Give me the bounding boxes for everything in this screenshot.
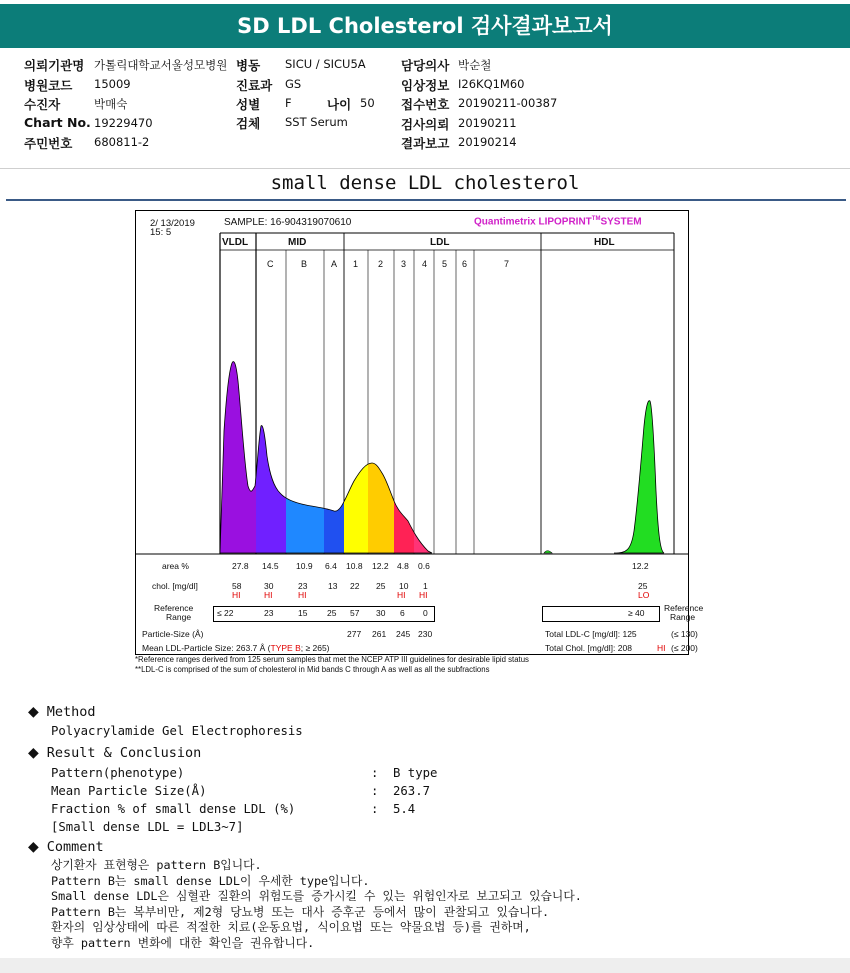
ref-value: 25 <box>327 608 337 618</box>
result-sep: : <box>371 784 379 798</box>
comment-line: 향후 pattern 변화에 대한 확인을 권유합니다. <box>51 935 315 950</box>
institution-value: 가톨릭대학교서울성모병원 <box>94 58 228 72</box>
method-text: Polyacrylamide Gel Electrophoresis <box>51 724 303 738</box>
brand-logo: Quantimetrix LIPOPRINT™SYSTEM <box>474 216 642 228</box>
particle-value: 277 <box>347 629 362 639</box>
reception-value: 20190211-00387 <box>458 96 558 110</box>
flag: HI <box>264 590 273 600</box>
hdl-peak <box>614 401 664 553</box>
ward-label: 병동 <box>236 58 261 73</box>
ref-value: 57 <box>350 608 360 618</box>
report-title: SD LDL Cholesterol 검사결과보고서 <box>0 4 850 48</box>
hdl-chol-value: 25 <box>638 581 648 591</box>
hdl-area-value: 12.2 <box>632 561 649 571</box>
fraction-table <box>136 555 704 655</box>
comment-heading: ◆ Comment <box>28 839 104 855</box>
id-value: 680811-2 <box>94 135 150 149</box>
particle-size-label: Particle-Size (Å) <box>142 629 204 639</box>
band-label: A <box>331 259 338 269</box>
diamond-icon: ◆ <box>28 745 39 761</box>
dept-value: GS <box>285 77 302 91</box>
ref-value: ≤ 22 <box>217 608 234 618</box>
total-chol-ref: (≤ 200) <box>671 643 698 653</box>
result-heading: ◆ Result & Conclusion <box>28 745 202 761</box>
group-ldl: LDL <box>430 237 450 248</box>
hospital-code-label: 병원코드 <box>24 78 73 93</box>
band-labels <box>136 259 688 271</box>
total-chol-flag: HI <box>657 643 666 653</box>
sample-id: SAMPLE: 16-904319070610 <box>224 217 352 228</box>
result-label: Pattern(phenotype) <box>51 766 185 780</box>
patient-info <box>0 48 850 168</box>
ref-value: 30 <box>376 608 386 618</box>
hdl-ref-value: ≥ 40 <box>628 608 645 618</box>
footnote-1: *Reference ranges derived from 125 serum samples that met the NCEP ATP III guidelines for desirable lipid status <box>135 655 529 664</box>
area-value: 14.5 <box>262 561 279 571</box>
group-vldl: VLDL <box>222 237 249 248</box>
report-time: 15: 5 <box>150 227 172 238</box>
area-value: 6.4 <box>325 561 337 571</box>
comment-text <box>51 858 846 951</box>
chol-value: 22 <box>350 581 360 591</box>
hdl-ref-label-2: Range <box>670 612 696 622</box>
report-date-label: 결과보고 <box>401 136 450 151</box>
chart-value: 19229470 <box>94 116 153 130</box>
patient-label: 수진자 <box>24 97 61 112</box>
request-label: 검사의뢰 <box>401 117 450 132</box>
comment-line: Pattern B는 small dense LDL이 우세한 type입니다. <box>51 873 370 888</box>
area-row-label: area % <box>162 561 189 571</box>
particle-value: 230 <box>418 629 433 639</box>
area-value: 10.9 <box>296 561 313 571</box>
total-ldl: Total LDL-C [mg/dl]: 125 <box>545 629 637 639</box>
result-label: Fraction % of small dense LDL (%) <box>51 802 296 816</box>
section-subtitle: small dense LDL cholesterol <box>270 172 580 194</box>
comment-line: 상기환자 표현형은 pattern B입니다. <box>51 858 262 872</box>
flag: HI <box>232 590 241 600</box>
chol-value: 23 <box>298 581 308 591</box>
result-value: 263.7 <box>393 784 431 798</box>
lipoprint-curve <box>220 362 432 553</box>
patient-value: 박매숙 <box>94 97 128 111</box>
band-label: 7 <box>504 259 510 269</box>
hdl-flag: LO <box>638 590 650 600</box>
reception-label: 접수번호 <box>401 97 450 112</box>
chol-row-label: chol. [mg/dl] <box>152 581 198 591</box>
clinical-label: 임상정보 <box>401 78 450 93</box>
comment-line: 환자의 임상상태에 따른 적절한 치료(운동요법, 식이요법 또는 약물요법 등)를 권하며, <box>51 920 531 934</box>
request-value: 20190211 <box>458 116 517 130</box>
band-label: 3 <box>401 259 407 269</box>
sex-value: F <box>285 96 292 110</box>
footnote-2: **LDL-C is comprised of the sum of cholesterol in Mid bands C through A as well as all the subfractions <box>135 665 490 674</box>
band-label: C <box>267 259 274 269</box>
chol-value: 13 <box>328 581 338 591</box>
area-value: 12.2 <box>372 561 389 571</box>
ref-label: Reference <box>154 603 194 613</box>
age-value: 50 <box>360 96 375 110</box>
ref-value: 0 <box>423 608 428 618</box>
subtitle-underline <box>6 199 846 201</box>
flag: HI <box>419 590 428 600</box>
dept-label: 진료과 <box>236 78 273 93</box>
id-label: 주민번호 <box>24 136 73 151</box>
flag: HI <box>397 590 406 600</box>
clinical-value: I26KQ1M60 <box>458 77 525 91</box>
chart-label: Chart No. <box>24 115 91 130</box>
ref-value: 15 <box>298 608 308 618</box>
band-label: B <box>301 259 308 269</box>
bottom-bar <box>0 958 850 973</box>
diamond-icon: ◆ <box>28 839 39 855</box>
chol-value: 10 <box>399 581 409 591</box>
band-label: 1 <box>353 259 359 269</box>
particle-value: 245 <box>396 629 411 639</box>
result-value: 5.4 <box>393 802 416 816</box>
hdl-ref-label: Reference <box>664 603 704 613</box>
band-label: 4 <box>422 259 428 269</box>
method-heading: ◆ Method <box>28 704 96 720</box>
institution-label: 의뢰기관명 <box>24 58 85 73</box>
chol-value: 25 <box>376 581 386 591</box>
result-note: [Small dense LDL = LDL3~7] <box>51 820 244 834</box>
particle-value: 261 <box>372 629 387 639</box>
hospital-code-value: 15009 <box>94 77 131 91</box>
mean-ldl-size: Mean LDL-Particle Size: 263.7 Å (TYPE B; ≥ 265) <box>142 643 330 653</box>
result-sep: : <box>371 766 379 780</box>
comment-line: Small dense LDL은 심혈관 질환의 위험도를 증가시킬 수 있는 위험인자로 보고되고 있습니다. <box>51 889 582 903</box>
band-label: 5 <box>442 259 448 269</box>
report-date: 2/ 13/2019 <box>150 218 195 229</box>
chol-value: 58 <box>232 581 242 591</box>
ref-label-2: Range <box>166 612 192 622</box>
report-date-value: 20190214 <box>458 135 517 149</box>
lipoprint-report <box>135 210 704 655</box>
comment-line: Pattern B는 복부비만, 제2형 당뇨병 또는 대사 증후군 등에서 많이 관찰되고 있습니다. <box>51 904 550 919</box>
result-sep: : <box>371 802 379 816</box>
result-label: Mean Particle Size(Å) <box>51 784 207 798</box>
flag: HI <box>298 590 307 600</box>
specimen-value: SST Serum <box>285 115 348 129</box>
chol-value: 30 <box>264 581 274 591</box>
chol-value: 1 <box>423 581 428 591</box>
band-label: 2 <box>378 259 384 269</box>
group-mid: MID <box>288 237 307 248</box>
group-hdl: HDL <box>594 237 615 248</box>
area-value: 10.8 <box>346 561 363 571</box>
total-chol: Total Chol. [mg/dl]: 208 <box>545 643 632 653</box>
band-label: 6 <box>462 259 468 269</box>
specimen-label: 검체 <box>236 116 261 131</box>
diamond-icon: ◆ <box>28 704 39 720</box>
divider <box>0 168 850 169</box>
age-label: 나이 <box>327 97 352 112</box>
sex-label: 성별 <box>236 97 261 112</box>
total-ldl-ref: (≤ 130) <box>671 629 698 639</box>
area-value: 4.8 <box>397 561 409 571</box>
ref-value: 23 <box>264 608 274 618</box>
doctor-label: 담당의사 <box>401 58 450 73</box>
area-value: 0.6 <box>418 561 430 571</box>
ref-value: 6 <box>400 608 405 618</box>
doctor-value: 박순철 <box>458 58 492 72</box>
ward-value: SICU / SICU5A <box>285 57 366 71</box>
result-value: B type <box>393 766 438 780</box>
area-value: 27.8 <box>232 561 249 571</box>
